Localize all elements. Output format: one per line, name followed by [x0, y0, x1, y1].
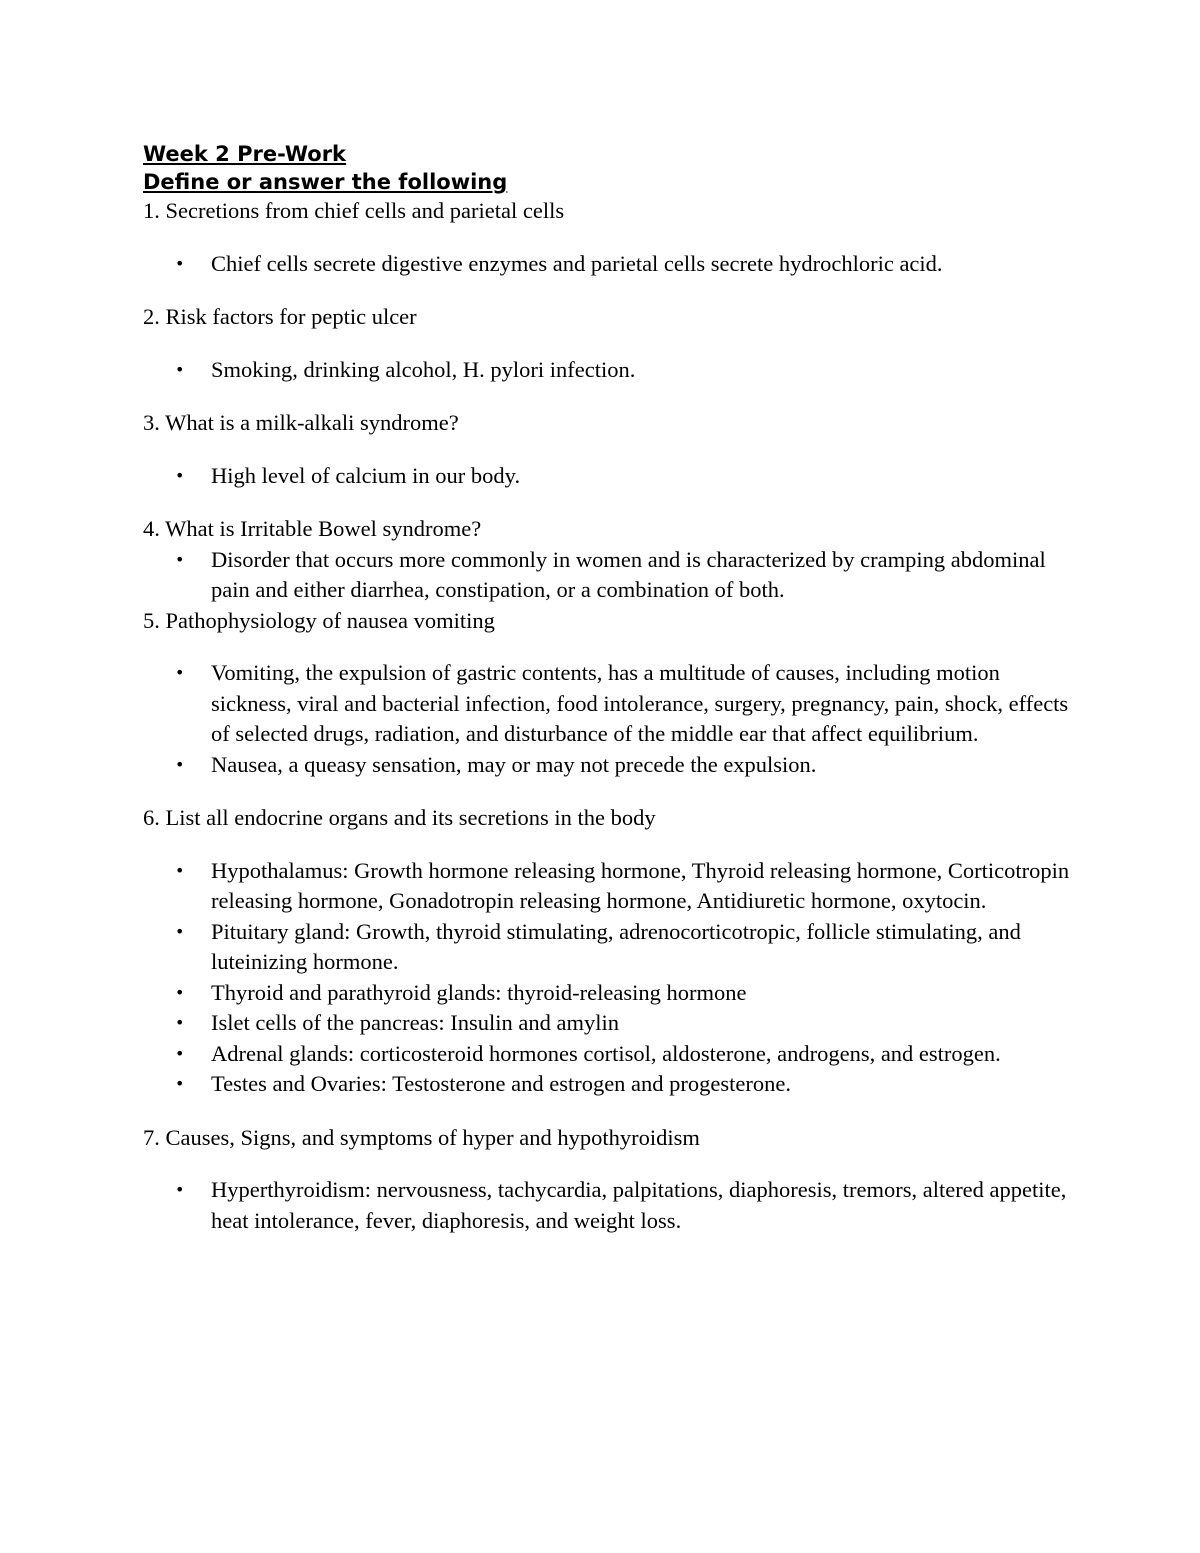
list-item	[143, 1008, 1083, 1039]
bullet-icon: •	[175, 921, 185, 941]
question-number: 5.	[143, 607, 160, 633]
list-item	[143, 355, 1083, 386]
answer-text: Testes and Ovaries: Testosterone and estrogen and progesterone.	[211, 1071, 792, 1096]
document-page	[143, 140, 1083, 1236]
question-4	[143, 514, 1083, 545]
answer-text: Islet cells of the pancreas: Insulin and amylin	[211, 1010, 619, 1035]
question-7	[143, 1123, 1083, 1154]
document-title: Week 2 Pre-Work	[143, 142, 347, 166]
bullet-icon: •	[175, 465, 185, 485]
bullet-icon: •	[175, 1013, 185, 1032]
question-number: 1.	[143, 198, 160, 223]
bullet-icon: •	[175, 359, 185, 379]
answer-text: Hypothalamus: Growth hormone releasing hormone, Thyroid releasing hormone, Corticotropin releasing hormone, Gonadotropin releasing hormone, Antidiuretic hormone, oxytocin.	[211, 857, 1070, 913]
list-item	[143, 856, 1083, 917]
bullet-icon: •	[175, 1180, 185, 1199]
bullet-icon: •	[175, 549, 185, 569]
answer-text: Disorder that occurs more commonly in women and is characterized by cramping abdominal pain and either diarrhea, constipation, or a combination of both.	[211, 546, 1046, 602]
question-6	[143, 803, 1083, 834]
list-item	[143, 461, 1083, 492]
question-text: Secretions from chief cells and parietal cells	[165, 198, 565, 223]
bullet-icon: •	[175, 1043, 185, 1063]
question-number: 6.	[143, 805, 160, 830]
question-number: 3.	[143, 410, 160, 435]
question-text: List all endocrine organs and its secretions in the body	[165, 805, 656, 830]
question-text: Risk factors for peptic ulcer	[165, 304, 417, 329]
answer-text: Hyperthyroidism: nervousness, tachycardia, palpitations, diaphoresis, tremors, altered appetite, heat intolerance, fever, diaphoresis, and weight loss.	[211, 1177, 1067, 1233]
answer-list-2	[143, 355, 1083, 386]
bullet-icon: •	[175, 253, 185, 273]
question-2	[143, 302, 1083, 333]
bullet-icon: •	[175, 754, 185, 774]
answer-list-5	[143, 658, 1083, 780]
list-item	[143, 1039, 1083, 1070]
answer-text: Vomiting, the expulsion of gastric contents, has a multitude of causes, including motion sickness, viral and bacterial infection, food intolerance, surgery, pregnancy, pain, shock, effects of selected drugs, radiation, and disturbance of the middle ear that affect equilibrium.	[211, 660, 1069, 746]
answer-text: Adrenal glands: corticosteroid hormones cortisol, aldosterone, androgens, and estrogen.	[211, 1040, 1001, 1066]
bullet-icon: •	[175, 1074, 185, 1093]
document-subtitle: Define or answer the following	[143, 170, 508, 194]
bullet-icon: •	[175, 860, 185, 880]
answer-list-3	[143, 461, 1083, 492]
answer-text: Pituitary gland: Growth, thyroid stimulating, adrenocorticotropic, follicle stimulating, and luteinizing hormone.	[211, 918, 1021, 974]
answer-list-4	[143, 545, 1083, 606]
list-item	[143, 1175, 1083, 1236]
list-item	[143, 978, 1083, 1009]
list-item	[143, 1069, 1083, 1100]
answer-text: High level of calcium in our body.	[211, 462, 521, 488]
question-3	[143, 408, 1083, 439]
bullet-icon: •	[175, 663, 185, 682]
question-1	[143, 196, 1083, 227]
answer-text: Nausea, a queasy sensation, may or may not precede the expulsion.	[211, 751, 817, 777]
list-item	[143, 917, 1083, 978]
question-text: What is Irritable Bowel syndrome?	[165, 516, 482, 541]
bullet-icon: •	[175, 982, 185, 1002]
answer-text: Chief cells secrete digestive enzymes and parietal cells secrete hydrochloric acid.	[211, 250, 943, 276]
list-item	[143, 249, 1083, 280]
answer-list-7	[143, 1175, 1083, 1236]
question-text: Pathophysiology of nausea vomiting	[165, 607, 495, 633]
answer-text: Smoking, drinking alcohol, H. pylori infection.	[211, 356, 636, 382]
answer-text: Thyroid and parathyroid glands: thyroid-releasing hormone	[211, 979, 747, 1005]
list-item	[143, 658, 1083, 750]
answer-list-1	[143, 249, 1083, 280]
answer-list-6	[143, 856, 1083, 1100]
question-5	[143, 606, 1083, 637]
question-text: What is a milk-alkali syndrome?	[165, 410, 459, 435]
question-text: Causes, Signs, and symptoms of hyper and hypothyroidism	[165, 1124, 700, 1150]
question-number: 4.	[143, 516, 160, 541]
list-item	[143, 545, 1083, 606]
list-item	[143, 750, 1083, 781]
question-number: 2.	[143, 304, 160, 329]
question-number: 7.	[143, 1124, 160, 1150]
